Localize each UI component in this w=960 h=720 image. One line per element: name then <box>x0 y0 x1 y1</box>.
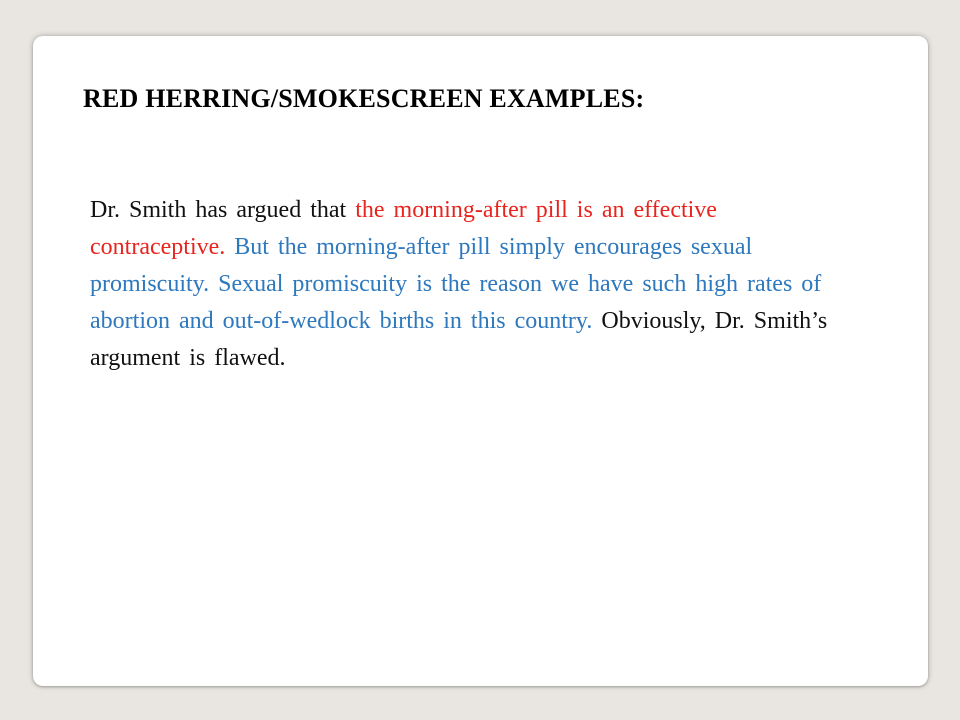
original-claim-text: the morning-after pill is an effective contraceptive. <box>90 197 717 260</box>
red-herring-text: But the morning-after pill simply encourages sexual promiscuity. Sexual promiscuity is the reason we have such high rates of abortion and out-of-wedlock births in this country. <box>90 234 822 334</box>
example-paragraph <box>90 192 840 377</box>
premise-intro-text: Dr. Smith has argued that <box>90 197 356 223</box>
slide-title: RED HERRING/SMOKESCREEN EXAMPLES: <box>83 84 645 113</box>
conclusion-text: Obviously, Dr. Smith’s argument is flawed. <box>90 308 828 371</box>
slide-card <box>33 36 928 686</box>
